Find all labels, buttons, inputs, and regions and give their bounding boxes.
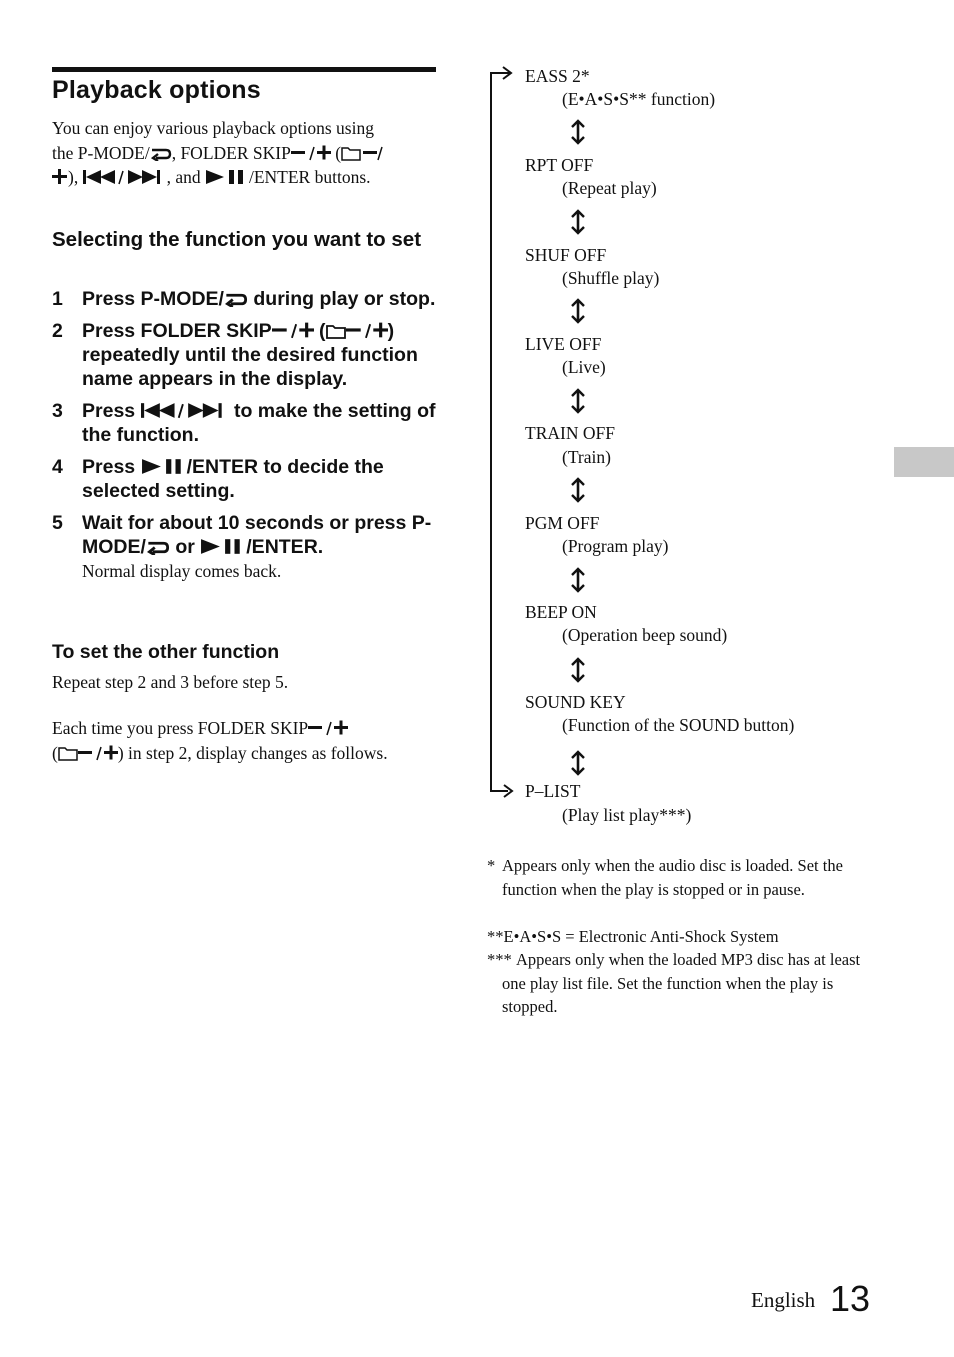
footnote-text: E•A•S•S = Electronic Anti-Shock System: [503, 927, 779, 946]
up-down-arrow-icon: [570, 119, 586, 145]
up-down-arrow-icon: [570, 209, 586, 235]
footnote-text: Appears only when the audio disc is loaded. Set the function when the play is stopped or in pause.: [502, 856, 843, 899]
function-desc-plist: (Play list play***): [562, 805, 692, 825]
function-desc-rpt: (Repeat play): [562, 178, 657, 198]
repeat-text: Repeat step 2 and 3 before step 5.: [52, 672, 289, 692]
function-desc-shuf: (Shuffle play): [562, 268, 660, 288]
up-down-arrow-icon: [570, 750, 586, 776]
step-note: Normal display comes back.: [82, 561, 282, 581]
function-name-train: TRAIN OFF: [525, 423, 615, 443]
intro-text: /ENTER buttons.: [248, 167, 371, 187]
footnote-2: [487, 925, 872, 949]
function-desc-train: (Train): [562, 447, 611, 467]
section-title: Selecting the function you want to set: [52, 228, 422, 251]
page-title: Playback options: [52, 76, 261, 104]
step-text: or: [169, 536, 201, 558]
up-down-arrow-icon: [570, 388, 586, 414]
step-text: (: [313, 320, 326, 342]
step-text: Press: [82, 456, 141, 478]
step-text: /ENTER to decide the selected setting.: [82, 456, 384, 502]
step-text: to make the setting of the function.: [82, 400, 436, 446]
step-text: /ENTER.: [246, 536, 324, 558]
step-text: ) repeatedly until the desired function name appears in the display.: [82, 320, 418, 390]
footer-language: English: [751, 1288, 816, 1312]
each-time-text: (: [52, 742, 58, 763]
function-desc-sound-key: (Function of the SOUND button): [562, 715, 795, 735]
function-name-pgm: PGM OFF: [525, 513, 600, 533]
function-name-sound-key: SOUND KEY: [525, 692, 626, 712]
footnote-mark: ***: [487, 950, 512, 969]
function-name-plist: P–LIST: [525, 781, 581, 801]
footnote-1: [487, 854, 872, 901]
step-number: 5: [52, 512, 63, 534]
section-tab-marker: [894, 447, 954, 477]
step-text: Wait for about 10 seconds or press P-MODE/: [82, 512, 432, 558]
intro-text: , FOLDER SKIP: [171, 142, 291, 163]
intro-text: ),: [68, 167, 83, 187]
sub-title: To set the other function: [52, 641, 280, 663]
function-name-beep: BEEP ON: [525, 602, 597, 622]
up-down-arrow-icon: [570, 567, 586, 593]
function-name-live: LIVE OFF: [525, 334, 602, 354]
step-text: during play or stop.: [247, 288, 436, 310]
step-number: 3: [52, 400, 63, 422]
each-time-text: Each time you press FOLDER SKIP: [52, 718, 309, 738]
function-name-shuf: SHUF OFF: [525, 245, 607, 265]
function-name-rpt: RPT OFF: [525, 155, 594, 175]
intro-text: the P-MODE/: [52, 142, 150, 163]
step-text: Press: [82, 400, 141, 422]
step-text: Press FOLDER SKIP: [82, 320, 272, 342]
up-down-arrow-icon: [570, 477, 586, 503]
footnote-text: Appears only when the loaded MP3 disc has at least one play list file. Set the function when the play is stopped.: [502, 950, 861, 1016]
footnote-3: [487, 948, 872, 1019]
function-desc-beep: (Operation beep sound): [562, 625, 728, 645]
function-desc-live: (Live): [562, 357, 606, 377]
footnote-mark: **: [487, 927, 504, 946]
step-number: 4: [52, 456, 63, 478]
intro-line-1: You can enjoy various playback options using: [52, 118, 374, 138]
step-text: Press P-MODE/: [82, 288, 224, 310]
intro-text: (: [330, 142, 342, 163]
up-down-arrow-icon: [570, 298, 586, 324]
function-desc-eass: (E•A•S•S** function): [562, 89, 716, 109]
function-desc-pgm: (Program play): [562, 536, 669, 556]
page-number: 13: [830, 1278, 871, 1319]
up-down-arrow-icon: [570, 657, 586, 683]
function-name-eass: EASS 2*: [525, 66, 590, 86]
footnote-mark: *: [487, 856, 496, 875]
each-time-text: ) in step 2, display changes as follows.: [117, 742, 388, 763]
step-number: 2: [52, 320, 63, 342]
intro-text: , and: [166, 167, 205, 187]
step-number: 1: [52, 288, 63, 310]
